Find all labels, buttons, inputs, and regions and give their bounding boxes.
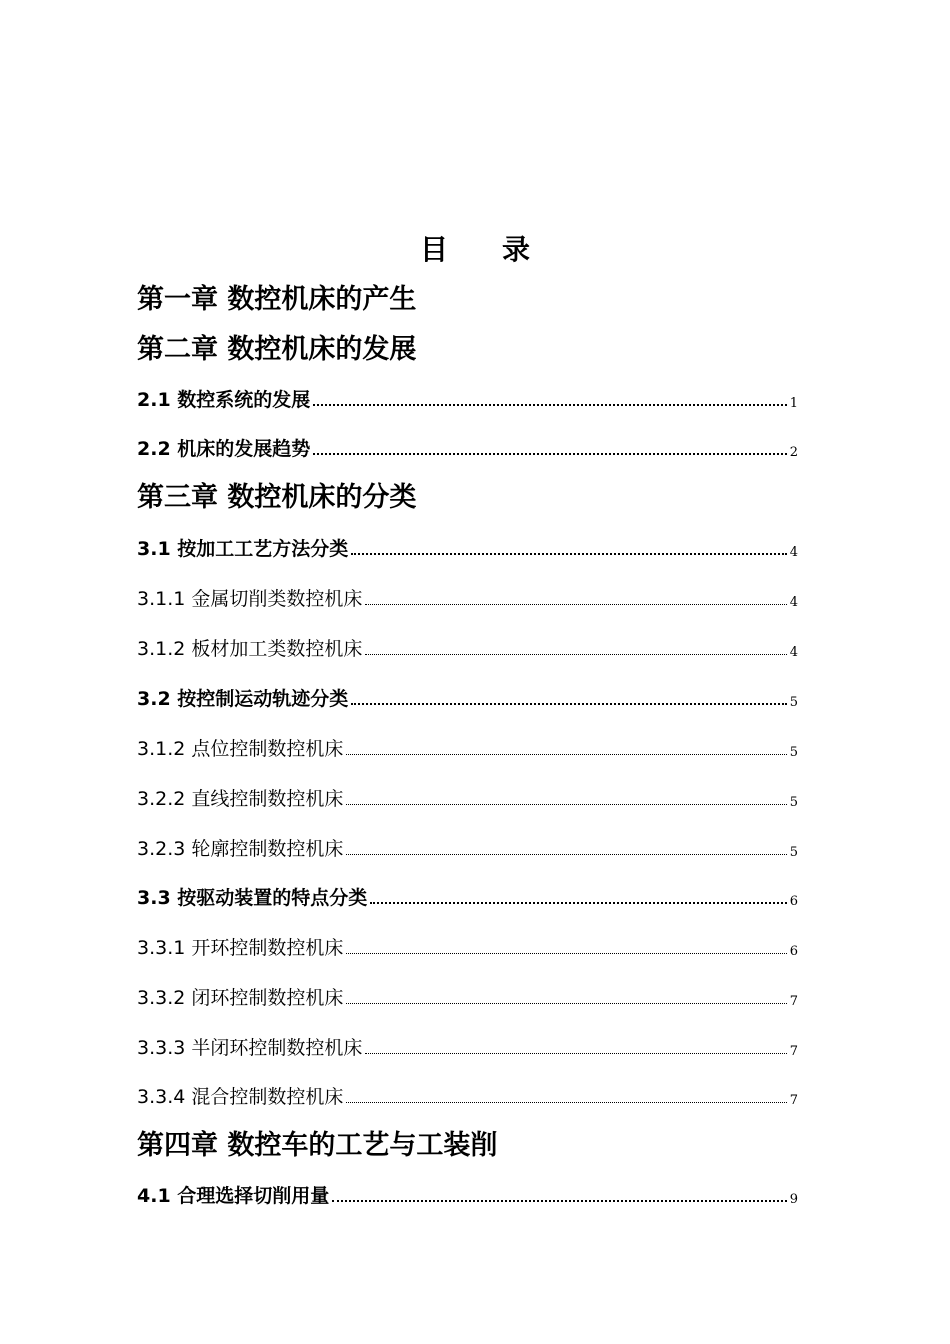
toc-entry-label: 3.3.3 半闭环控制数控机床 — [137, 1037, 363, 1059]
toc-entry-page: 7 — [789, 1093, 798, 1108]
toc-entry[interactable] — [137, 384, 798, 410]
toc-entry-label: 3.3.1 开环控制数控机床 — [137, 937, 344, 959]
toc-entry-page: 5 — [789, 845, 798, 860]
toc-entry-label: 3.1.2 点位控制数控机床 — [137, 738, 344, 760]
toc-entry-page: 4 — [789, 595, 798, 610]
toc-entry[interactable] — [137, 583, 798, 609]
toc-entry-label: 3.1.1 金属切削类数控机床 — [137, 588, 363, 610]
dot-leader — [370, 902, 786, 904]
dot-leader — [313, 404, 786, 406]
dot-leader — [351, 553, 786, 555]
dot-leader — [365, 604, 786, 605]
toc-entry[interactable] — [137, 932, 798, 958]
chapter-heading-4[interactable]: 第四章 数控车的工艺与工装削 — [137, 1130, 498, 1161]
dot-leader — [346, 754, 786, 755]
dot-leader — [313, 453, 786, 455]
toc-entry-page: 4 — [789, 545, 798, 560]
toc-title-right: 录 — [502, 233, 531, 266]
dot-leader — [365, 1053, 786, 1054]
toc-entry-label: 3.1 按加工工艺方法分类 — [137, 538, 349, 560]
toc-entry[interactable] — [137, 733, 798, 759]
chapter-heading-1[interactable]: 第一章 数控机床的产生 — [137, 284, 417, 315]
toc-entry-page: 5 — [789, 745, 798, 760]
toc-entry-label: 3.3.4 混合控制数控机床 — [137, 1086, 344, 1108]
toc-entry-label: 2.1 数控系统的发展 — [137, 389, 311, 411]
toc-entry[interactable] — [137, 433, 798, 459]
toc-entry-page: 6 — [789, 894, 798, 909]
toc-entry-label: 3.3.2 闭环控制数控机床 — [137, 987, 344, 1009]
toc-entry[interactable] — [137, 683, 798, 709]
chapter-heading-3[interactable]: 第三章 数控机床的分类 — [137, 482, 417, 513]
toc-entry-label: 3.3 按驱动装置的特点分类 — [137, 887, 368, 909]
toc-entry-page: 4 — [789, 645, 798, 660]
toc-entry[interactable] — [137, 1081, 798, 1107]
toc-entry-label: 3.2.2 直线控制数控机床 — [137, 788, 344, 810]
toc-entry-page: 9 — [789, 1192, 798, 1207]
toc-entry[interactable] — [137, 783, 798, 809]
toc-entry-label: 4.1 合理选择切削用量 — [137, 1185, 330, 1207]
toc-entry-page: 5 — [789, 695, 798, 710]
toc-entry[interactable] — [137, 982, 798, 1008]
toc-entry-page: 7 — [789, 994, 798, 1009]
dot-leader — [346, 854, 786, 855]
dot-leader — [346, 1003, 786, 1004]
toc-entry[interactable] — [137, 882, 798, 908]
toc-entry[interactable] — [137, 633, 798, 659]
dot-leader — [346, 804, 786, 805]
toc-entry-label: 2.2 机床的发展趋势 — [137, 438, 311, 460]
toc-entry-page: 6 — [789, 944, 798, 959]
dot-leader — [346, 953, 786, 954]
toc-entry-label: 3.2.3 轮廓控制数控机床 — [137, 838, 344, 860]
toc-entry[interactable] — [137, 533, 798, 559]
toc-entry[interactable] — [137, 1180, 798, 1206]
dot-leader — [332, 1200, 786, 1202]
toc-title-left: 目 — [419, 233, 448, 266]
toc-entry-page: 2 — [789, 445, 798, 460]
dot-leader — [351, 703, 786, 705]
toc-title — [0, 228, 950, 268]
toc-entry-page: 7 — [789, 1044, 798, 1059]
toc-entry-label: 3.2 按控制运动轨迹分类 — [137, 688, 349, 710]
dot-leader — [365, 654, 786, 655]
chapter-heading-2[interactable]: 第二章 数控机床的发展 — [137, 334, 417, 365]
toc-entry[interactable] — [137, 833, 798, 859]
toc-entry[interactable] — [137, 1032, 798, 1058]
toc-entry-page: 5 — [789, 795, 798, 810]
toc-entry-label: 3.1.2 板材加工类数控机床 — [137, 638, 363, 660]
toc-entry-page: 1 — [789, 396, 798, 411]
dot-leader — [346, 1102, 786, 1103]
